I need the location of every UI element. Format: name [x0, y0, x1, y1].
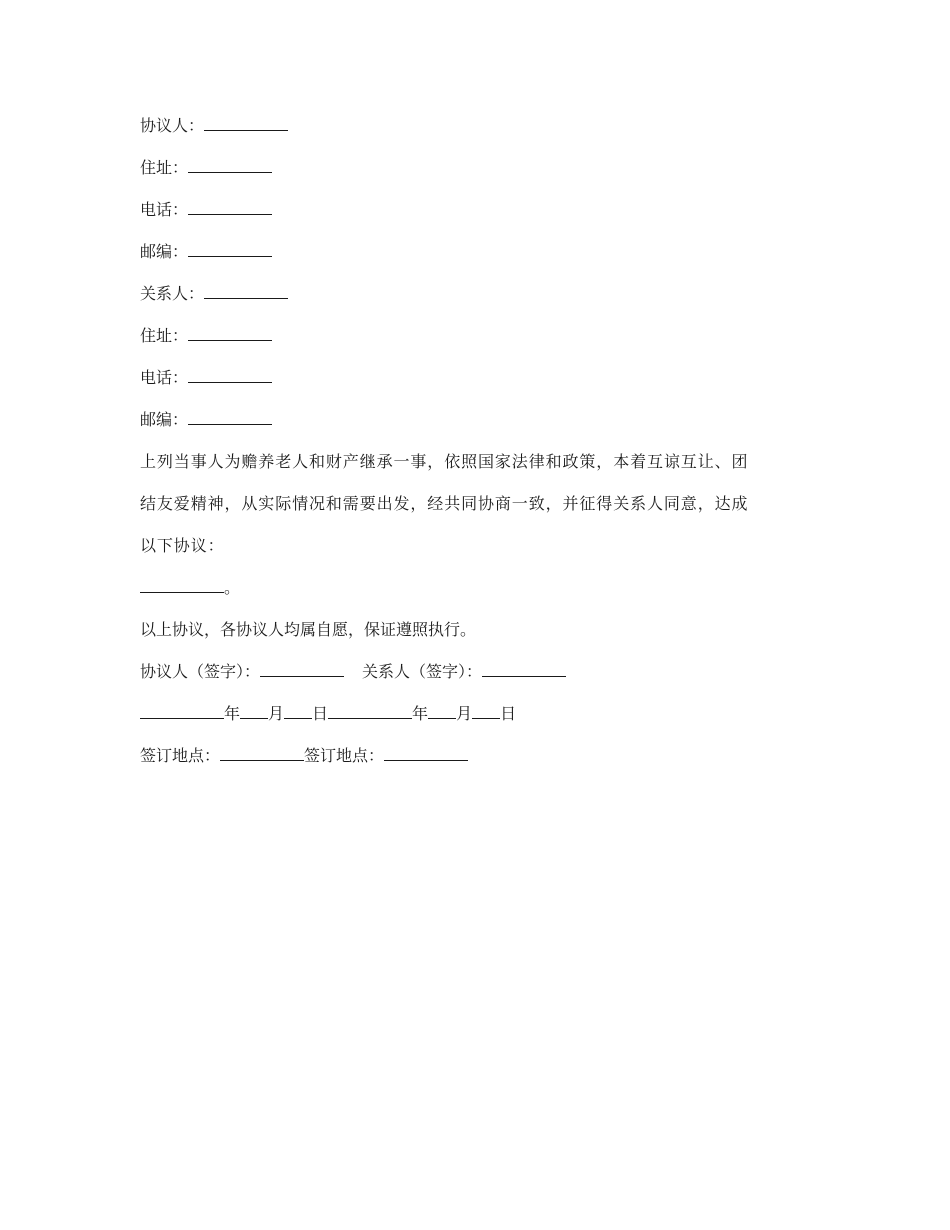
- party-label: 关系人：: [140, 284, 205, 303]
- content-end-mark: 。: [224, 578, 241, 597]
- party-label: 电话：: [140, 200, 189, 219]
- place-label: 签订地点：: [304, 746, 385, 765]
- fill-blank[interactable]: [140, 702, 224, 719]
- fill-blank[interactable]: [204, 114, 288, 131]
- place-line: [140, 743, 810, 785]
- fill-blank[interactable]: [428, 702, 456, 719]
- fill-blank[interactable]: [472, 702, 500, 719]
- closing-statement: 以上协议，各协议人均属自愿，保证遵照执行。: [140, 620, 477, 639]
- month-label: 月: [268, 704, 285, 723]
- preamble-paragraph: [140, 441, 812, 567]
- fill-blank[interactable]: [284, 702, 312, 719]
- date-line: [140, 701, 810, 743]
- place-label: 签订地点：: [140, 746, 221, 765]
- fill-blank[interactable]: [188, 156, 272, 173]
- preamble-line: 结友爱精神，从实际情况和需要出发，经共同协商一致，并征得关系人同意，达成: [140, 494, 749, 513]
- day-label: 日: [500, 704, 517, 723]
- agreement-content-line: [140, 575, 810, 617]
- party-line-address: [140, 323, 810, 365]
- party-line-phone: [140, 365, 810, 407]
- fill-blank[interactable]: [204, 282, 288, 299]
- party-label: 邮编：: [140, 242, 189, 261]
- party-label: 邮编：: [140, 410, 189, 429]
- fill-blank[interactable]: [482, 660, 566, 677]
- party-line-relation: [140, 281, 810, 323]
- party-line-agreer: [140, 113, 810, 155]
- signature-line: [140, 659, 810, 701]
- party-line-phone: [140, 197, 810, 239]
- fill-blank[interactable]: [240, 702, 268, 719]
- party-signature-label: 协议人（签字）：: [140, 662, 261, 681]
- fill-blank[interactable]: [220, 744, 304, 761]
- party-label: 协议人：: [140, 116, 205, 135]
- day-label: 日: [312, 704, 329, 723]
- fill-blank[interactable]: [188, 366, 272, 383]
- fill-blank[interactable]: [188, 198, 272, 215]
- month-label: 月: [456, 704, 473, 723]
- party-line-postcode: [140, 239, 810, 281]
- fill-blank[interactable]: [188, 240, 272, 257]
- fill-blank[interactable]: [384, 744, 468, 761]
- fill-blank[interactable]: [140, 576, 224, 593]
- year-label: 年: [224, 704, 241, 723]
- fill-blank[interactable]: [188, 408, 272, 425]
- relation-signature-label: 关系人（签字）：: [362, 662, 483, 681]
- year-label: 年: [412, 704, 429, 723]
- party-label: 住址：: [140, 326, 189, 345]
- party-line-address: [140, 155, 810, 197]
- fill-blank[interactable]: [260, 660, 344, 677]
- fill-blank[interactable]: [188, 324, 272, 341]
- fill-blank[interactable]: [328, 702, 412, 719]
- preamble-line: 上列当事人为赡养老人和财产继承一事，依照国家法律和政策，本着互谅互让、团: [140, 452, 749, 471]
- preamble-line: 以下协议：: [140, 536, 225, 555]
- party-label: 电话：: [140, 368, 189, 387]
- party-label: 住址：: [140, 158, 189, 177]
